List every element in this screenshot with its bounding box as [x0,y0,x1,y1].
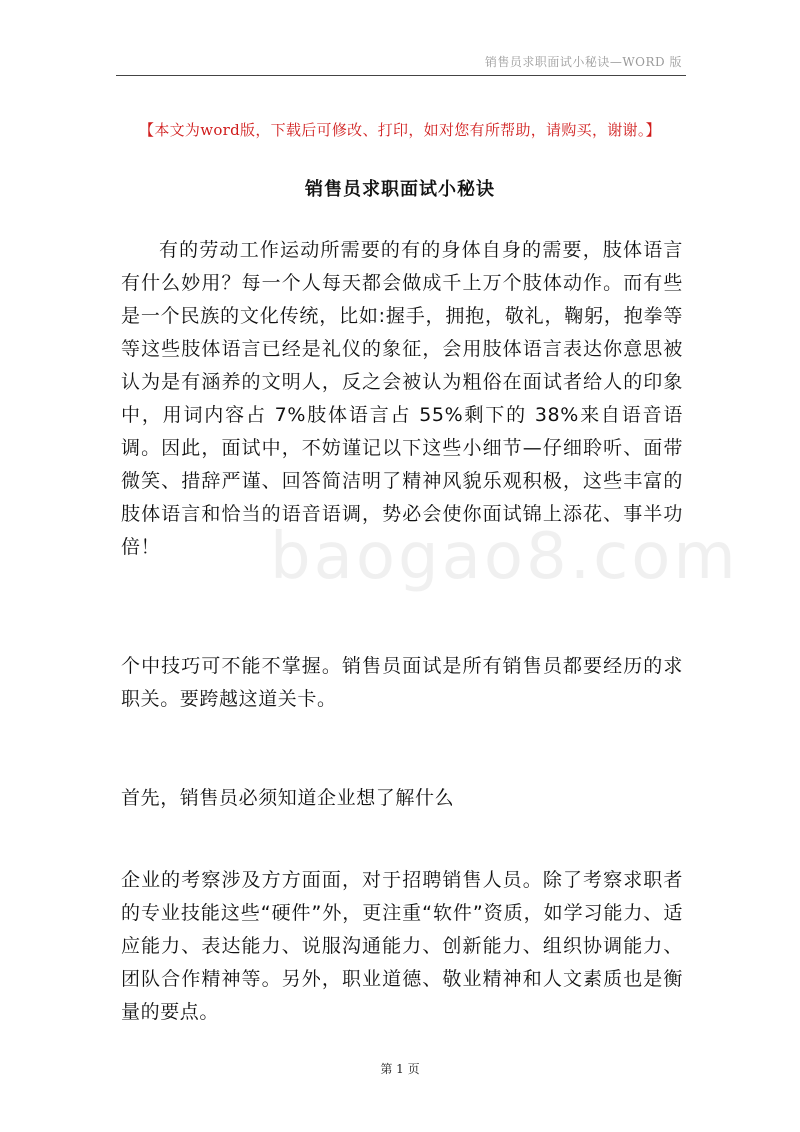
paragraph-4: 企业的考察涉及方方面面，对于招聘销售人员。除了考察求职者的专业技能这些“硬件”外，更注重“软件”资质，如学习能力、适应能力、表达能力、说服沟通能力、创新能力、组织协调能力、团队合作精神等。另外，职业道德、敬业精神和人文素质也是衡量的要点。 [121,869,683,1023]
download-notice: 【本文为word版，下载后可修改、打印，如对您有所帮助，请购买，谢谢。】 [139,121,661,139]
header-divider [116,75,686,76]
paragraph-3: 首先，销售员必须知道企业想了解什么 [121,787,455,809]
page-header: 销售员求职面试小秘诀—WORD 版 [484,55,682,69]
paragraph-1: 有的劳动工作运动所需要的有的身体自身的需要，肢体语言有什么妙用？每一个人每天都会做成千上万个肢体动作。而有些是一个民族的文化传统，比如:握手，拥抱，敬礼，鞠躬，抱拳等等这些肢体语言已经是礼仪的象征，会用肢体语言表达你意思被认为是有涵养的文明人，反之会被认为粗俗在面试者给人的印象中，用词内容占 7%肢体语言占 55%剩下的 38%来自语音语调。因此，面试中，不妨谨记以下这些小细节—仔细聆听、面带微笑、措辞严谨、回答简洁明了精神风貌乐观积极，这些丰富的肢体语言和恰当的语音语调，势必会使你面试锦上添花、事半功倍！ [121,239,683,558]
document-title: 销售员求职面试小秘诀 [305,179,495,200]
paragraph-2: 个中技巧可不能不掌握。销售员面试是所有销售员都要经历的求职关。要跨越这道关卡。 [121,655,683,710]
page-number: 第 1 页 [380,1062,420,1076]
watermark: baogao8.com [270,520,739,594]
